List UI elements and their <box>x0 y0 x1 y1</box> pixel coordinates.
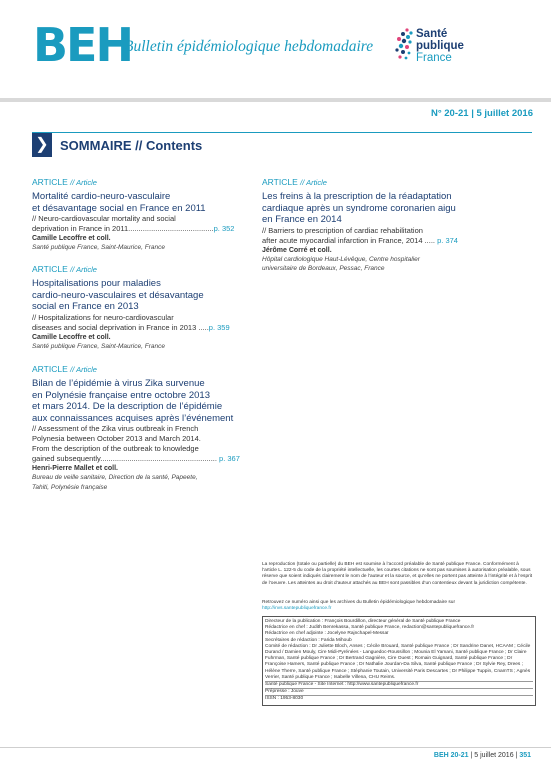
archives-link[interactable]: http://invs.santepubliquefrance.fr <box>262 606 332 612</box>
journal-subtitle: Bulletin épidémiologique hebdomadaire <box>124 38 374 55</box>
page-link[interactable]: p. 352 <box>213 224 235 233</box>
article-affiliation: Hôpital cardiologique Haut-Lévêque, Centre hospitalier universitaire de Bordeaux, Pessac, France <box>262 255 420 272</box>
article-english-title: // Neuro-cardiovascular mortality and social deprivation in France in 2011.........................................p. 352 <box>32 214 235 233</box>
sante-publique-logo-icon <box>393 26 415 68</box>
publication-director: Directeur de la publication : François Bourdillon, directeur général de Santé publique France <box>265 619 461 624</box>
article-title[interactable]: Mortalité cardio-neuro-vasculaire et désavantage social en France en 2011 <box>32 191 206 214</box>
publisher-line: Santé publique France - Site Internet : http://www.santepubliquefrance.fr <box>265 681 533 688</box>
chief-editor: Rédactrice en chef : Judith Benrekassa, Santé publique France, redaction@santepubliquefrance.fr <box>265 625 475 631</box>
article-english-title: // Hospitalizations for neuro-cardiovascular diseases and social deprivation in France in 2013 .....p. 359 <box>32 312 230 332</box>
editorial-committee: Comité de rédaction : Dr Juliette Bloch, Anses ; Cécile Brouard, Santé publique France ; Dr Sandrine Danet, HCAAM ; Cécile Durand / Damien Mouly, Cire Midi-Pyrénées - Languedoc-Roussillon ; Mounia El Yamani, Santé publique France ; Dr Claire Fuhrman, Santé publique France ; Dr Bertrand Gagnière, Cire Ouest ; Romain Guignard, Santé publique France ; Dr Françoise Hamers, Santé publique France ; Dr Nathalie Jourdan-Da Silva, Santé publique France ; Dr Sylvie Rey, Drees ; Hélène Therre, Santé publique France ; Stéphanie Toutain, Université Paris Descartes ; Dr Philippe Tuppin, CnamTS ; Agnès Verrier, Santé publique France ; Isabelle Villena, CHU Reims. <box>265 643 531 680</box>
deputy-editor: Rédactrice en chef adjointe : Jocelyne Rajnchapel-Messaï <box>265 631 389 637</box>
article-entry-3[interactable] <box>32 364 258 492</box>
partner-line-2: publique <box>416 40 464 52</box>
article-title[interactable]: Les freins à la prescription de la réadaptation cardiaque après un syndrome coronarien aigu en France en 2014 <box>262 191 456 225</box>
article-entry-4[interactable] <box>262 177 502 274</box>
footer-date: 5 juillet 2016 <box>474 752 514 759</box>
article-affiliation: Bureau de veille sanitaire, Direction de la santé, Papeete, Tahiti, Polynésie française <box>32 474 198 491</box>
article-entry-1[interactable] <box>32 177 258 253</box>
article-entry-2[interactable] <box>32 264 258 351</box>
footer-page-number: 351 <box>519 752 531 759</box>
footer-ref: BEH 20-21 <box>433 752 469 759</box>
reproduction-notice: La reproduction (totale ou partielle) du BEH est soumise à l’accord préalable de Santé publique France. Conformément à l’article L. 122-5 du code de la propriété intellectuelle, les courtes citations ne sont pas soumises à autorisation préalable, sous réserve que soient indiqués clairement le nom de l’auteur et la source, et qu’elles ne portent pas atteinte à l’intégrité et à l’esprit de l’oeuvre. Les atteintes au droit d’auteur attachés au BEH sont passibles d’un contentieux devant la juridiction compétente. <box>262 562 533 586</box>
editorial-secretaries: Secrétaires de rédaction : Farida Mihoub <box>265 637 352 643</box>
beh-logo: BEH <box>33 18 132 72</box>
article-kicker: ARTICLE // Article <box>32 364 97 374</box>
article-affiliation: Santé publique France, Saint-Maurice, France <box>32 244 165 251</box>
sommaire-divider <box>32 132 532 133</box>
article-author: Jérôme Corré et coll. <box>262 246 332 254</box>
article-author: Camille Lecoffre et coll. <box>32 333 111 341</box>
article-author: Henri-Pierre Mallet et coll. <box>32 465 118 472</box>
page-link[interactable]: p. 374 <box>437 235 458 245</box>
issue-number: N° 20-21 | 5 juillet 2016 <box>430 108 533 119</box>
page-link[interactable]: p. 359 <box>208 322 230 332</box>
sante-publique-wordmark <box>416 28 464 64</box>
archives-notice: Retrouvez ce numéro ainsi que les archives du Bulletin épidémiologique hebdomadaire sur http://invs.santepubliquefrance.fr <box>262 600 534 612</box>
article-english-title: // Barriers to prescription of cardiac rehabilitation after acute myocardial infarction in France, 2014 ..... p. 374 <box>262 225 458 245</box>
sommaire-title: SOMMAIRE // Contents <box>60 138 203 153</box>
partner-line-3: France <box>416 52 452 64</box>
chevron-right-icon: ❯ <box>32 133 52 157</box>
page-link[interactable]: p. 367 <box>219 454 240 463</box>
editorial-info-box <box>262 616 536 706</box>
article-kicker: ARTICLE // Article <box>32 264 97 274</box>
article-author: Camille Lecoffre et coll. <box>32 235 111 242</box>
article-affiliation: Santé publique France, Saint-Maurice, France <box>32 342 165 350</box>
page-footer: BEH 20-21 | 5 juillet 2016 | 351 <box>433 752 531 759</box>
header-divider <box>0 98 551 102</box>
article-english-title: // Assessment of the Zika virus outbreak in French Polynesia between October 2013 and March 2014. From the description of the outbreak to knowledge gained subsequently........................................................ p. 367 <box>32 424 240 463</box>
prepress-line: Prépresse : Jouve <box>265 688 533 695</box>
article-kicker: ARTICLE // Article <box>262 177 327 187</box>
partner-line-1: Santé <box>416 28 448 40</box>
article-kicker: ARTICLE // Article <box>32 177 97 187</box>
issn-line: ISSN : 1953-8030 <box>265 695 533 702</box>
article-title[interactable]: Hospitalisations pour maladies cardio-neuro-vasculaires et désavantage social en France en 2013 <box>32 278 204 312</box>
article-title[interactable]: Bilan de l’épidémie à virus Zika survenue en Polynésie française entre octobre 2013 et mars 2014. De la description de l’épidémie aux connaissances acquises après l’événement <box>32 378 234 424</box>
footer-divider <box>0 747 551 748</box>
